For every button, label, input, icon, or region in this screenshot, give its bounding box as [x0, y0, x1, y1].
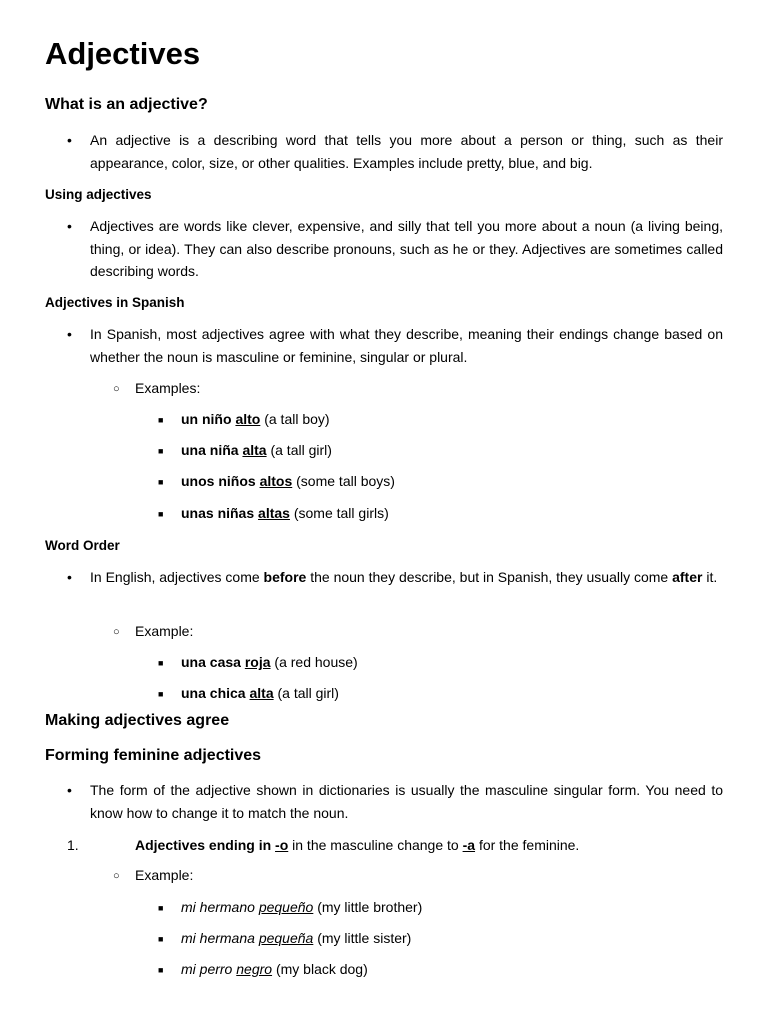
- heading-using-adjectives: Using adjectives: [45, 187, 152, 202]
- example-item: una niña alta (a tall girl): [181, 442, 332, 458]
- example-label: Example:: [135, 867, 194, 883]
- example-item: un niño alto (a tall boy): [181, 411, 330, 427]
- square-bullet-icon: ■: [158, 415, 164, 425]
- square-bullet-icon: ■: [158, 509, 164, 519]
- bullet-icon: •: [67, 569, 72, 585]
- square-bullet-icon: ■: [158, 689, 164, 699]
- list-number: 1.: [67, 837, 79, 853]
- example-item: una chica alta (a tall girl): [181, 685, 339, 701]
- bullet-icon: •: [67, 218, 72, 234]
- example-item: unos niños altos (some tall boys): [181, 473, 395, 489]
- square-bullet-icon: ■: [158, 934, 164, 944]
- example-item: mi perro negro (my black dog): [181, 961, 368, 977]
- page-title: Adjectives: [45, 36, 201, 71]
- circle-bullet-icon: ○: [113, 626, 120, 638]
- heading-adjectives-spanish: Adjectives in Spanish: [45, 295, 185, 310]
- circle-bullet-icon: ○: [113, 870, 120, 882]
- square-bullet-icon: ■: [158, 446, 164, 456]
- heading-making-agree: Making adjectives agree: [45, 712, 230, 729]
- paragraph-feminine: The form of the adjective shown in dictionaries is usually the masculine singular form. You need to know how to change it to match the noun.: [90, 782, 723, 821]
- square-bullet-icon: ■: [158, 477, 164, 487]
- example-item: mi hermano pequeño (my little brother): [181, 899, 423, 915]
- examples-label: Examples:: [135, 380, 201, 396]
- paragraph-definition: An adjective is a describing word that tells you more about a person or thing, such as their appearance, color, size, or other qualities. Examples include pretty, blue, and big.: [90, 132, 723, 171]
- paragraph-word-order: In English, adjectives come before the noun they describe, but in Spanish, they usually come after it.: [90, 569, 718, 585]
- example-item: una casa roja (a red house): [181, 654, 358, 670]
- square-bullet-icon: ■: [158, 965, 164, 975]
- rule-ending-o: Adjectives ending in -o in the masculine change to -a for the feminine.: [135, 837, 580, 853]
- example-label: Example:: [135, 623, 194, 639]
- example-item: mi hermana pequeña (my little sister): [181, 930, 412, 946]
- bullet-icon: •: [67, 326, 72, 342]
- bullet-icon: •: [67, 132, 72, 148]
- paragraph-using: Adjectives are words like clever, expensive, and silly that tell you more about a noun (a living being, thing, or idea). They can also describe pronouns, such as he or they. Adjectives are sometimes called describing words.: [90, 218, 723, 279]
- heading-what-is-adjective: What is an adjective?: [45, 96, 208, 113]
- heading-word-order: Word Order: [45, 538, 120, 553]
- square-bullet-icon: ■: [158, 658, 164, 668]
- square-bullet-icon: ■: [158, 903, 164, 913]
- bullet-icon: •: [67, 782, 72, 798]
- heading-feminine: Forming feminine adjectives: [45, 747, 262, 764]
- example-item: unas niñas altas (some tall girls): [181, 505, 389, 521]
- paragraph-spanish: In Spanish, most adjectives agree with what they describe, meaning their endings change based on whether the noun is masculine or feminine, singular or plural.: [90, 326, 723, 365]
- circle-bullet-icon: ○: [113, 383, 120, 395]
